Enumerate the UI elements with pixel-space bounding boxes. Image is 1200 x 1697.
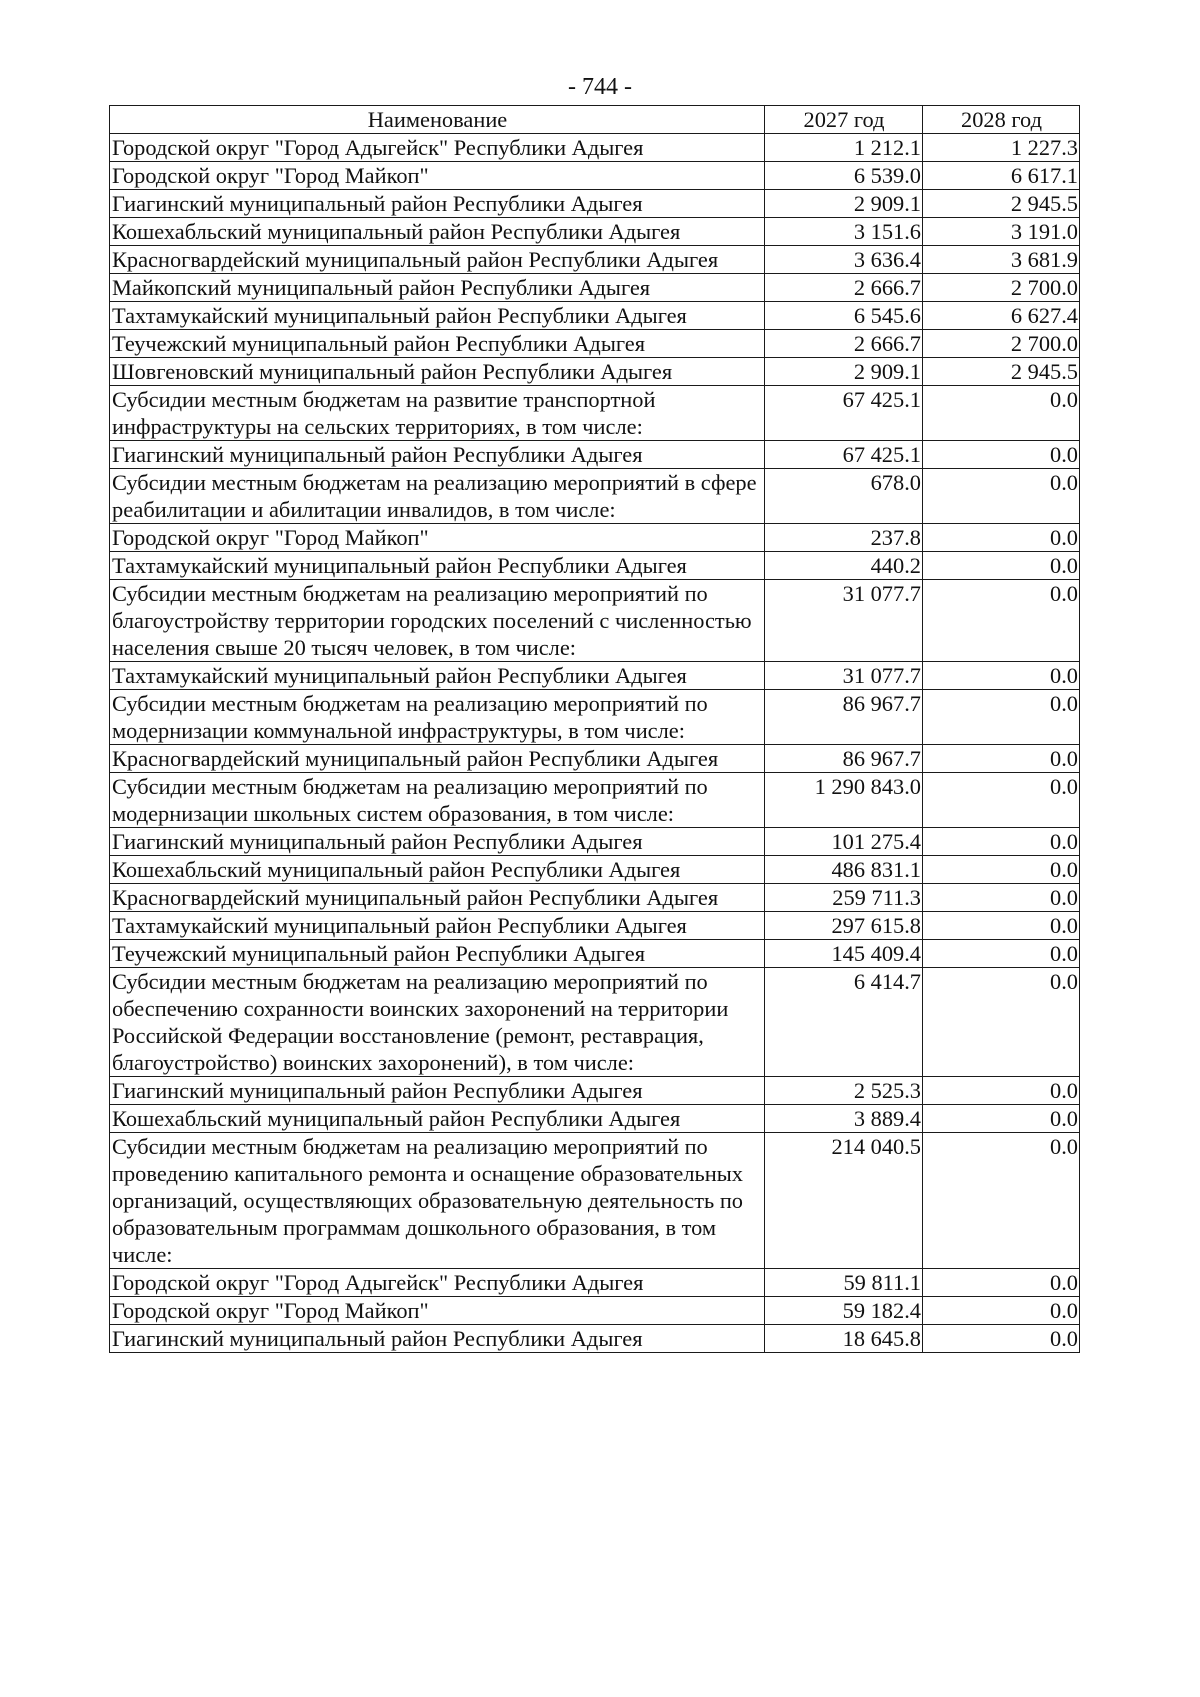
cell-2028: 0.0	[923, 524, 1080, 552]
cell-2027: 31 077.7	[765, 662, 923, 690]
cell-name: Субсидии местным бюджетам на реализацию мероприятий по проведению капитального ремонта и оснащение образовательных организаций, осуществляющих образовательную деятельность по образовательным программам дошкольного образования, в том числе:	[110, 1133, 765, 1269]
cell-2028: 2 945.5	[923, 358, 1080, 386]
cell-2028: 2 945.5	[923, 190, 1080, 218]
cell-2028: 1 227.3	[923, 134, 1080, 162]
cell-2027: 86 967.7	[765, 690, 923, 745]
cell-2028: 0.0	[923, 1105, 1080, 1133]
cell-2028: 0.0	[923, 884, 1080, 912]
cell-2027: 440.2	[765, 552, 923, 580]
cell-name: Городской округ "Город Майкоп"	[110, 524, 765, 552]
table-row	[110, 1297, 1080, 1325]
table-row	[110, 246, 1080, 274]
cell-2028: 0.0	[923, 1297, 1080, 1325]
cell-2028: 0.0	[923, 1269, 1080, 1297]
cell-name: Субсидии местным бюджетам на реализацию мероприятий по модернизации коммунальной инфраструктуры, в том числе:	[110, 690, 765, 745]
table-row	[110, 1325, 1080, 1353]
cell-2027: 486 831.1	[765, 856, 923, 884]
table-row	[110, 386, 1080, 441]
cell-2027: 31 077.7	[765, 580, 923, 662]
cell-2028: 6 627.4	[923, 302, 1080, 330]
cell-2028: 0.0	[923, 968, 1080, 1077]
cell-name: Городской округ "Город Адыгейск" Республики Адыгея	[110, 134, 765, 162]
table-row	[110, 828, 1080, 856]
cell-2027: 6 414.7	[765, 968, 923, 1077]
table-row	[110, 662, 1080, 690]
cell-name: Тахтамукайский муниципальный район Республики Адыгея	[110, 552, 765, 580]
table-row	[110, 773, 1080, 828]
cell-2028: 0.0	[923, 1077, 1080, 1105]
cell-2027: 6 539.0	[765, 162, 923, 190]
cell-name: Гиагинский муниципальный район Республики Адыгея	[110, 1077, 765, 1105]
table-row	[110, 524, 1080, 552]
header-row	[110, 106, 1080, 134]
header-2028: 2028 год	[923, 106, 1080, 134]
table-row	[110, 162, 1080, 190]
cell-2027: 3 636.4	[765, 246, 923, 274]
cell-name: Субсидии местным бюджетам на реализацию мероприятий в сфере реабилитации и абилитации инвалидов, в том числе:	[110, 469, 765, 524]
cell-2028: 0.0	[923, 552, 1080, 580]
cell-2028: 0.0	[923, 580, 1080, 662]
cell-2028: 0.0	[923, 856, 1080, 884]
cell-name: Субсидии местным бюджетам на реализацию мероприятий по благоустройству территории городских поселений с численностью населения свыше 20 тысяч человек, в том числе:	[110, 580, 765, 662]
table-body	[110, 134, 1080, 1353]
cell-2028: 0.0	[923, 690, 1080, 745]
cell-2028: 0.0	[923, 662, 1080, 690]
table-row	[110, 1133, 1080, 1269]
cell-2027: 67 425.1	[765, 386, 923, 441]
cell-2027: 67 425.1	[765, 441, 923, 469]
cell-2027: 145 409.4	[765, 940, 923, 968]
cell-2028: 0.0	[923, 1325, 1080, 1353]
table-row	[110, 1269, 1080, 1297]
cell-name: Субсидии местным бюджетам на развитие транспортной инфраструктуры на сельских территориях, в том числе:	[110, 386, 765, 441]
cell-2027: 297 615.8	[765, 912, 923, 940]
cell-name: Гиагинский муниципальный район Республики Адыгея	[110, 441, 765, 469]
cell-name: Субсидии местным бюджетам на реализацию мероприятий по модернизации школьных систем образования, в том числе:	[110, 773, 765, 828]
cell-name: Кошехабльский муниципальный район Республики Адыгея	[110, 218, 765, 246]
table-row	[110, 330, 1080, 358]
cell-2027: 2 525.3	[765, 1077, 923, 1105]
cell-name: Гиагинский муниципальный район Республики Адыгея	[110, 1325, 765, 1353]
table-row	[110, 884, 1080, 912]
cell-2027: 18 645.8	[765, 1325, 923, 1353]
table-row	[110, 912, 1080, 940]
cell-2028: 0.0	[923, 940, 1080, 968]
table-row	[110, 274, 1080, 302]
cell-2027: 3 889.4	[765, 1105, 923, 1133]
cell-2028: 2 700.0	[923, 330, 1080, 358]
table-row	[110, 190, 1080, 218]
cell-name: Шовгеновский муниципальный район Республики Адыгея	[110, 358, 765, 386]
cell-name: Гиагинский муниципальный район Республики Адыгея	[110, 828, 765, 856]
budget-table	[109, 105, 1080, 1353]
cell-2027: 2 666.7	[765, 330, 923, 358]
cell-name: Теучежский муниципальный район Республики Адыгея	[110, 330, 765, 358]
cell-2027: 259 711.3	[765, 884, 923, 912]
table-row	[110, 1105, 1080, 1133]
cell-2027: 214 040.5	[765, 1133, 923, 1269]
table-row	[110, 745, 1080, 773]
cell-2028: 3 191.0	[923, 218, 1080, 246]
cell-2027: 59 811.1	[765, 1269, 923, 1297]
header-2027: 2027 год	[765, 106, 923, 134]
cell-2027: 86 967.7	[765, 745, 923, 773]
table-row	[110, 690, 1080, 745]
cell-name: Тахтамукайский муниципальный район Республики Адыгея	[110, 912, 765, 940]
cell-2028: 6 617.1	[923, 162, 1080, 190]
cell-name: Кошехабльский муниципальный район Республики Адыгея	[110, 856, 765, 884]
cell-name: Субсидии местным бюджетам на реализацию мероприятий по обеспечению сохранности воинских захоронений на территории Российской Федерации восстановление (ремонт, реставрация, благоустройство) воинских захоронений), в том числе:	[110, 968, 765, 1077]
cell-2028: 2 700.0	[923, 274, 1080, 302]
cell-name: Тахтамукайский муниципальный район Республики Адыгея	[110, 662, 765, 690]
table-row	[110, 218, 1080, 246]
cell-name: Красногвардейский муниципальный район Республики Адыгея	[110, 745, 765, 773]
page-number: - 744 -	[568, 74, 632, 100]
cell-2027: 101 275.4	[765, 828, 923, 856]
cell-name: Тахтамукайский муниципальный район Республики Адыгея	[110, 302, 765, 330]
cell-name: Городской округ "Город Майкоп"	[110, 162, 765, 190]
cell-name: Майкопский муниципальный район Республики Адыгея	[110, 274, 765, 302]
cell-2028: 0.0	[923, 912, 1080, 940]
table-row	[110, 358, 1080, 386]
cell-2027: 678.0	[765, 469, 923, 524]
cell-2028: 0.0	[923, 441, 1080, 469]
cell-2027: 2 909.1	[765, 190, 923, 218]
cell-2027: 1 290 843.0	[765, 773, 923, 828]
cell-name: Теучежский муниципальный район Республики Адыгея	[110, 940, 765, 968]
table-row	[110, 552, 1080, 580]
cell-2027: 237.8	[765, 524, 923, 552]
cell-2027: 1 212.1	[765, 134, 923, 162]
cell-name: Городской округ "Город Майкоп"	[110, 1297, 765, 1325]
cell-name: Гиагинский муниципальный район Республики Адыгея	[110, 190, 765, 218]
table-row	[110, 469, 1080, 524]
cell-name: Красногвардейский муниципальный район Республики Адыгея	[110, 884, 765, 912]
table-row	[110, 134, 1080, 162]
table-row	[110, 441, 1080, 469]
cell-2028: 0.0	[923, 386, 1080, 441]
header-name: Наименование	[110, 106, 765, 134]
cell-2028: 3 681.9	[923, 246, 1080, 274]
table-row	[110, 1077, 1080, 1105]
table-row	[110, 302, 1080, 330]
cell-2027: 2 909.1	[765, 358, 923, 386]
cell-2028: 0.0	[923, 1133, 1080, 1269]
cell-2027: 3 151.6	[765, 218, 923, 246]
table-header	[110, 106, 1080, 134]
cell-name: Кошехабльский муниципальный район Республики Адыгея	[110, 1105, 765, 1133]
cell-2028: 0.0	[923, 469, 1080, 524]
table-row	[110, 968, 1080, 1077]
table-row	[110, 580, 1080, 662]
cell-2027: 6 545.6	[765, 302, 923, 330]
cell-name: Красногвардейский муниципальный район Республики Адыгея	[110, 246, 765, 274]
table-row	[110, 856, 1080, 884]
cell-2028: 0.0	[923, 745, 1080, 773]
cell-2027: 2 666.7	[765, 274, 923, 302]
cell-2028: 0.0	[923, 773, 1080, 828]
cell-name: Городской округ "Город Адыгейск" Республики Адыгея	[110, 1269, 765, 1297]
table-row	[110, 940, 1080, 968]
cell-2027: 59 182.4	[765, 1297, 923, 1325]
cell-2028: 0.0	[923, 828, 1080, 856]
